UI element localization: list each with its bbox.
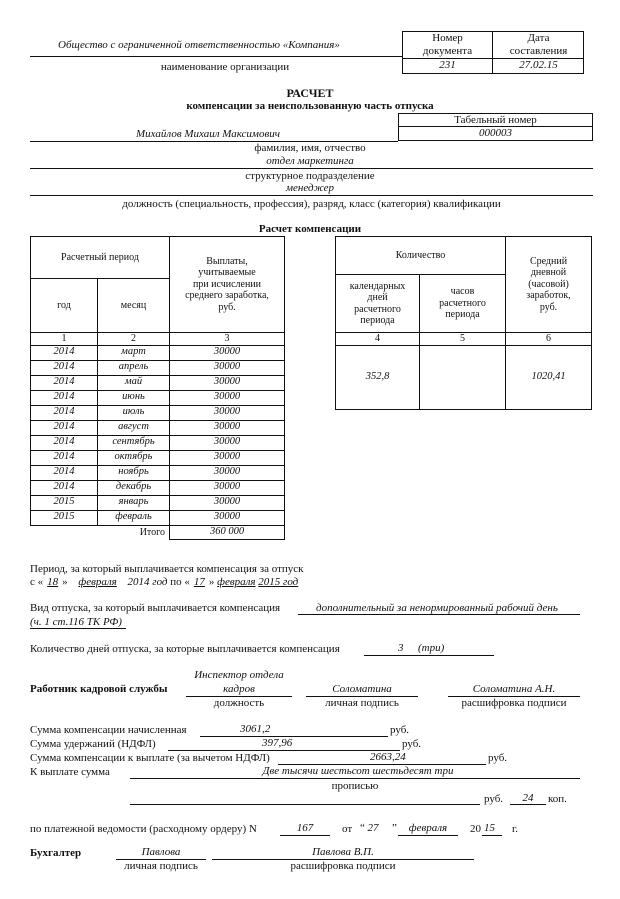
leave-type-value: дополнительный за ненормированный рабочий день (316, 602, 558, 614)
payment-year: 15 (484, 822, 495, 834)
col-number-4: 4 (336, 333, 420, 346)
org-name-line (30, 56, 402, 57)
accountant-signature-caption: личная подпись (124, 860, 198, 872)
hr-position-caption: должность (213, 697, 265, 709)
row-month: апрель (98, 360, 170, 375)
payment-year-prefix: 20 (470, 823, 481, 835)
pay-kop: коп. (548, 793, 567, 805)
period-from-day: 18 (47, 576, 59, 588)
row-year: 2015 (31, 510, 98, 525)
row-amount: 30000 (170, 420, 285, 435)
row-month: январь (98, 495, 170, 510)
row-year: 2014 (31, 480, 98, 495)
accountant-decoding: Павлова В.П. (312, 846, 374, 858)
leave-type-label: Вид отпуска, за который выплачивается компенсация (30, 602, 281, 614)
org-name-caption: наименование организации (160, 61, 290, 73)
position-line (30, 195, 593, 196)
col-avg-header: Средний дневной (часовой) заработок, руб. (506, 237, 592, 333)
accountant-decoding-caption: расшифровка подписи (290, 860, 396, 872)
payment-month: февраля (408, 822, 448, 834)
organization-name: Общество с ограниченной ответственностью «Компания» (58, 39, 340, 51)
leave-days-words: (три) (418, 642, 445, 654)
pay-words-line (130, 778, 580, 779)
accrued-rub: руб. (390, 724, 410, 736)
doc-number-label: Номер (432, 32, 463, 44)
row-year: 2014 (31, 390, 98, 405)
total-label: Итого (31, 525, 170, 539)
payment-day-open: “ (360, 822, 365, 834)
table-row (31, 390, 285, 405)
period-to-month: февраля (217, 576, 256, 588)
table-row (31, 465, 285, 480)
row-year: 2015 (31, 495, 98, 510)
row-amount: 30000 (170, 405, 285, 420)
employee-name-caption: фамилия, имя, отчество (254, 142, 366, 154)
doc-number-value: 231 (439, 59, 456, 71)
col-month-header: месяц (98, 279, 170, 333)
leave-type-line (298, 614, 580, 615)
pay-rub: руб. (484, 793, 504, 805)
average-table (335, 236, 592, 410)
row-month: август (98, 420, 170, 435)
leave-days-value: 3 (398, 642, 404, 654)
payment-month-line (398, 835, 458, 836)
net-label: Сумма компенсации к выплате (за вычетом НДФЛ) (30, 752, 270, 764)
period-to-day: 17 (193, 576, 205, 588)
row-year: 2014 (31, 360, 98, 375)
table-row (31, 510, 285, 525)
col-hours-header: часов расчетного периода (420, 275, 506, 333)
row-year: 2014 (31, 450, 98, 465)
withheld-line (168, 750, 400, 751)
calc-heading: Расчет компенсации (258, 223, 362, 235)
payment-year-line (482, 835, 502, 836)
col-number-1: 1 (31, 333, 98, 346)
payment-number: 167 (296, 822, 314, 834)
row-month: декабрь (98, 480, 170, 495)
net-value: 2663,24 (370, 751, 406, 763)
payment-day: 27 (367, 822, 379, 834)
row-amount: 30000 (170, 495, 285, 510)
doc-title: РАСЧЕТ (286, 86, 334, 100)
row-year: 2014 (31, 345, 98, 360)
col-number-2: 2 (98, 333, 170, 346)
row-month: октябрь (98, 450, 170, 465)
leave-days-line (364, 655, 494, 656)
row-month: февраль (98, 510, 170, 525)
row-year: 2014 (31, 405, 98, 420)
col-number-3: 3 (170, 333, 285, 346)
accountant-label: Бухгалтер (30, 847, 82, 859)
period-to-year: 2015 год (258, 576, 299, 588)
pay-kop-line (510, 804, 546, 805)
row-amount: 30000 (170, 345, 285, 360)
payments-table (30, 236, 285, 540)
payment-day-close: ” (392, 822, 397, 834)
row-amount: 30000 (170, 375, 285, 390)
hours-value (420, 345, 506, 409)
table-row (31, 435, 285, 450)
row-month: июнь (98, 390, 170, 405)
table-row (31, 495, 285, 510)
tab-number-label: Табельный номер (454, 114, 537, 126)
doc-date-label-2: составления (509, 45, 568, 57)
row-year: 2014 (31, 435, 98, 450)
hr-label: Работник кадровой службы (30, 683, 168, 695)
payment-year-suffix: г. (512, 823, 519, 835)
hr-position-2: кадров (223, 683, 255, 695)
employee-name: Михайлов Михаил Максимович (136, 128, 280, 140)
hr-decoding-caption: расшифровка подписи (461, 697, 567, 709)
days-value: 352,8 (336, 345, 420, 409)
row-month: сентябрь (98, 435, 170, 450)
col-year-header: год (31, 279, 98, 333)
period-from-month: февраля (78, 576, 117, 588)
avg-value: 1020,41 (506, 345, 592, 409)
accrued-value: 3061,2 (240, 723, 271, 735)
col-qty-header: Количество (336, 237, 506, 275)
col-number-6: 6 (506, 333, 592, 346)
doc-date-label: Дата (527, 32, 550, 44)
row-month: ноябрь (98, 465, 170, 480)
employee-department: отдел маркетинга (266, 155, 354, 167)
employee-position: менеджер (285, 182, 334, 194)
total-value: 360 000 (170, 525, 285, 539)
hr-position: Инспектор отдела (194, 669, 284, 681)
pay-kop-value: 24 (522, 792, 534, 804)
row-month: март (98, 345, 170, 360)
row-year: 2014 (31, 465, 98, 480)
leave-days-label: Количество дней отпуска, за которые выплачивается компенсация (30, 643, 340, 655)
hr-decoding: Соломатина А.Н. (472, 683, 556, 695)
table-row (31, 360, 285, 375)
tab-number-value: 000003 (479, 127, 512, 139)
col-period-header: Расчетный период (31, 237, 170, 279)
accrued-line (200, 736, 388, 737)
leave-type-value-2: (ч. 1 ст.116 ТК РФ) (30, 616, 122, 628)
withheld-label: Сумма удержаний (НДФЛ) (30, 738, 156, 750)
period-range: с « 18 » февраля 2014 год по « 17 » февраля 2015 год (30, 576, 299, 588)
row-amount: 30000 (170, 465, 285, 480)
row-amount: 30000 (170, 360, 285, 375)
pay-words-line-2 (130, 804, 480, 805)
row-year: 2014 (31, 420, 98, 435)
department-caption: структурное подразделение (245, 170, 375, 182)
table-row (31, 450, 285, 465)
withheld-value: 397,96 (262, 737, 293, 749)
row-amount: 30000 (170, 450, 285, 465)
accountant-signature: Павлова (141, 846, 181, 858)
table-row (31, 405, 285, 420)
payment-label: по платежной ведомости (расходному ордеру) N (30, 823, 257, 835)
hr-signature-caption: личная подпись (325, 697, 399, 709)
row-month: июль (98, 405, 170, 420)
row-amount: 30000 (170, 435, 285, 450)
row-amount: 30000 (170, 510, 285, 525)
col-payments-header: Выплаты, учитываемые при исчислении среднего заработка, руб. (170, 237, 285, 333)
col-days-header: календарных дней расчетного периода (336, 275, 420, 333)
department-line (30, 168, 593, 169)
payment-number-line (280, 835, 330, 836)
period-from-year: 2014 год (127, 576, 168, 588)
doc-number-label-2: документа (422, 45, 473, 57)
pay-label: К выплате сумма (30, 766, 110, 778)
row-amount: 30000 (170, 480, 285, 495)
withheld-rub: руб. (402, 738, 422, 750)
net-rub: руб. (488, 752, 508, 764)
leave-type-line-2 (30, 628, 126, 629)
table-row (31, 420, 285, 435)
accrued-label: Сумма компенсации начисленная (30, 724, 187, 736)
period-label: Период, за который выплачивается компенсация за отпуск (30, 563, 304, 575)
row-month: май (98, 375, 170, 390)
table-row (31, 480, 285, 495)
col-number-5: 5 (420, 333, 506, 346)
payment-from: от (342, 823, 353, 835)
pay-words-caption: прописью (331, 780, 379, 792)
table-row (31, 345, 285, 360)
table-row (31, 375, 285, 390)
row-year: 2014 (31, 375, 98, 390)
row-amount: 30000 (170, 390, 285, 405)
pay-words: Две тысячи шестьсот шестьдесят три (262, 765, 454, 777)
hr-signature: Соломатина (332, 683, 392, 695)
doc-subtitle: компенсации за неиспользованную часть отпуска (186, 100, 434, 112)
position-caption: должность (специальность, профессия), разряд, класс (категория) квалификации (122, 198, 501, 210)
doc-date-value: 27.02.15 (519, 59, 558, 71)
